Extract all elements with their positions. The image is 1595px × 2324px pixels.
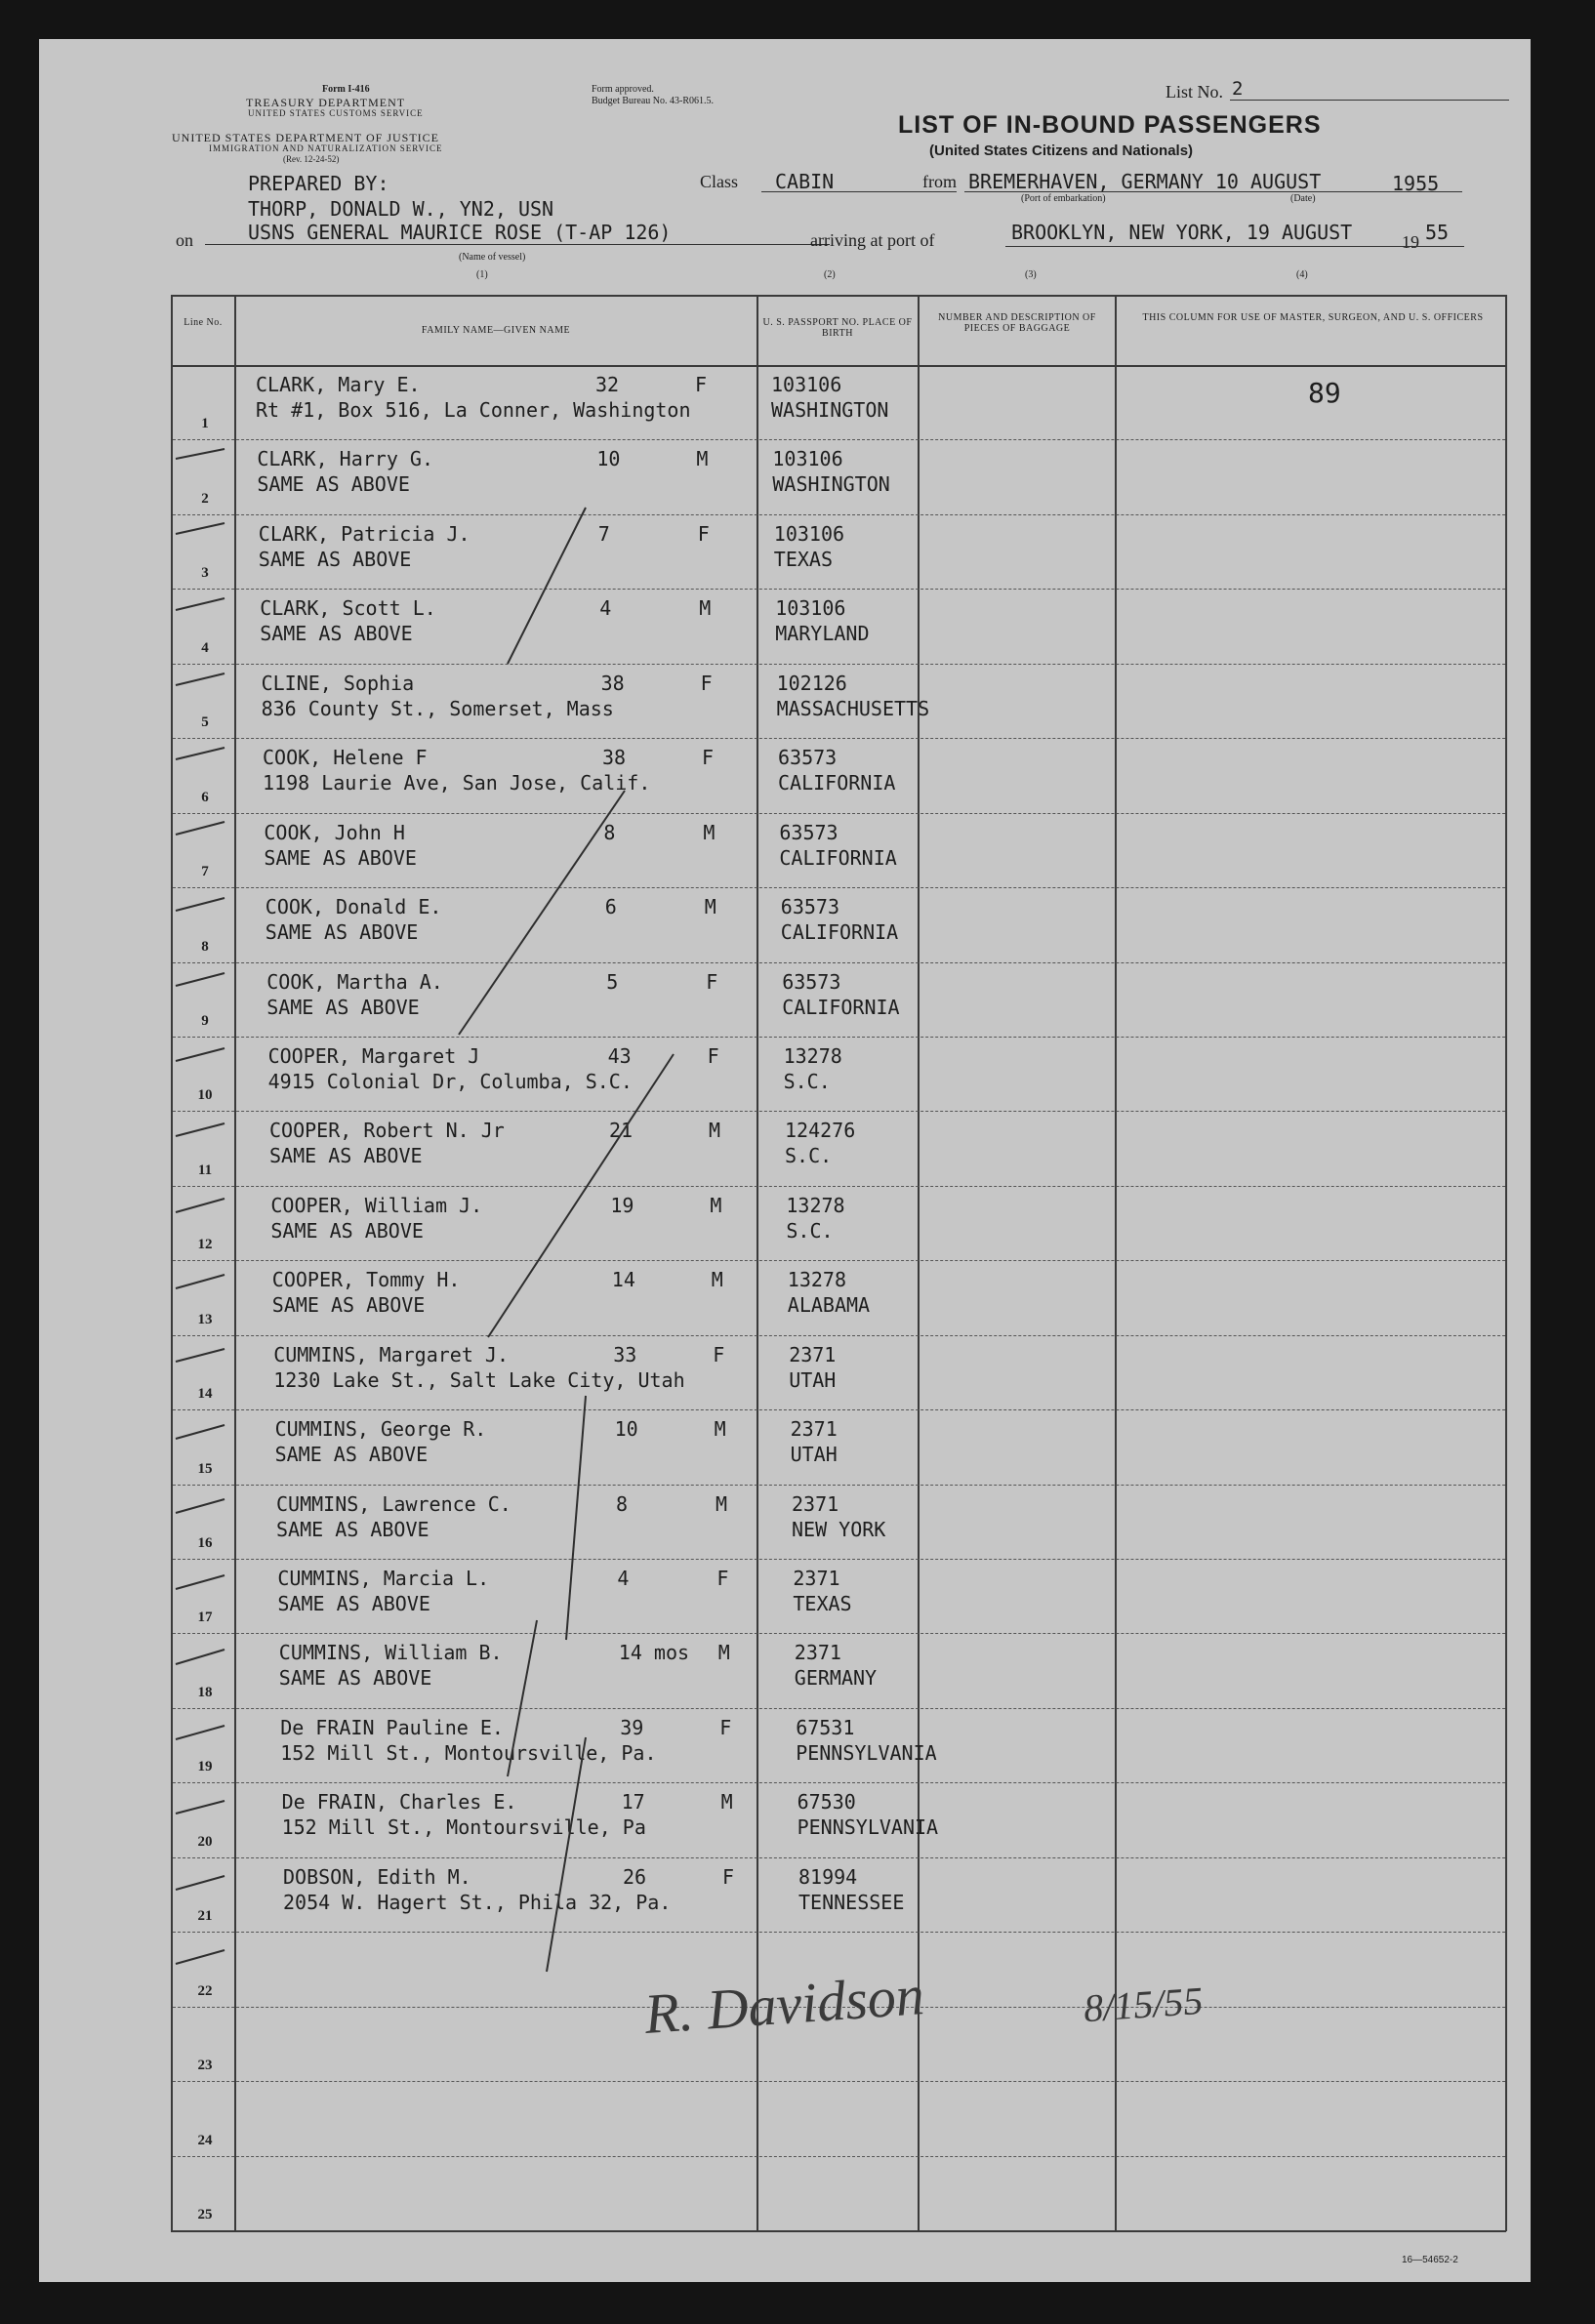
passport-number: 2371	[792, 1491, 839, 1516]
passenger-name: CUMMINS, George R.	[274, 1417, 487, 1442]
birthplace: NEW YORK	[792, 1517, 886, 1541]
birthplace: TEXAS	[793, 1592, 852, 1616]
passport-number: 103106	[775, 596, 846, 621]
line-number: 6	[201, 789, 209, 805]
birthplace: PENNSYLVANIA	[797, 1815, 939, 1840]
passenger-name: De FRAIN, Charles E.	[281, 1790, 517, 1814]
col-number-4: (4)	[1296, 269, 1308, 280]
birthplace: CALIFORNIA	[778, 771, 896, 795]
tally-mark: 89	[1308, 377, 1341, 409]
date-caption: (Date)	[1290, 193, 1316, 204]
passenger-sex: M	[709, 1119, 721, 1143]
passport-number: 67530	[797, 1790, 856, 1814]
passenger-age: 26	[623, 1864, 647, 1889]
birthplace: CALIFORNIA	[782, 995, 900, 1019]
passenger-address: SAME AS ABOVE	[271, 1293, 426, 1318]
passenger-sex: M	[720, 1790, 733, 1814]
passenger-sex: M	[717, 1641, 730, 1665]
col-number-3: (3)	[1025, 269, 1037, 280]
line-number: 5	[201, 714, 209, 731]
passenger-sex: F	[706, 969, 718, 994]
passenger-sex: F	[695, 373, 708, 396]
ins-service: IMMIGRATION AND NATURALIZATION SERVICE	[209, 143, 443, 153]
signature: R. Davidson	[642, 1963, 926, 2046]
passenger-address: SAME AS ABOVE	[274, 1443, 429, 1467]
passenger-address: SAME AS ABOVE	[269, 1144, 423, 1168]
passenger-address: 1198 Laurie Ave, San Jose, Calif.	[263, 771, 651, 795]
line-number: 4	[201, 639, 209, 656]
passenger-address: 152 Mill St., Montoursville, Pa.	[280, 1740, 657, 1765]
passenger-sex: M	[711, 1268, 723, 1292]
passenger-sex: M	[699, 596, 712, 621]
passenger-address: 152 Mill St., Montoursville, Pa	[281, 1815, 646, 1840]
embarkation: BREMERHAVEN, GERMANY 10 AUGUST	[968, 170, 1322, 193]
passenger-sex: M	[714, 1417, 726, 1442]
header-baggage: NUMBER AND DESCRIPTION OF PIECES OF BAGGAGE	[938, 312, 1096, 334]
line-number: 10	[197, 1087, 213, 1104]
passenger-age: 10	[614, 1417, 638, 1442]
passenger-age: 14	[611, 1268, 635, 1292]
passenger-sex: M	[696, 447, 709, 471]
passenger-age: 33	[613, 1342, 637, 1366]
passport-number: 63573	[780, 895, 840, 919]
class-value: CABIN	[775, 170, 835, 193]
passenger-address: SAME AS ABOVE	[266, 995, 420, 1019]
passport-number: 103106	[773, 521, 845, 546]
passport-number: 103106	[771, 373, 842, 396]
passenger-age: 32	[595, 373, 620, 396]
line-number: 25	[197, 2207, 213, 2222]
passport-number: 13278	[787, 1268, 847, 1292]
line-number: 14	[197, 1386, 213, 1403]
passport-number: 2371	[790, 1417, 838, 1442]
passport-number: 2371	[789, 1342, 837, 1366]
on-label: on	[176, 230, 193, 250]
col-number-1: (1)	[476, 269, 488, 280]
passenger-sex: F	[719, 1715, 732, 1739]
passenger-name: COOPER, William J.	[270, 1193, 483, 1217]
line-number: 8	[201, 938, 209, 955]
birthplace: PENNSYLVANIA	[796, 1740, 937, 1765]
passenger-age: 38	[602, 746, 627, 770]
passenger-address: SAME AS ABOVE	[278, 1666, 432, 1691]
treasury-dept: TREASURY DEPARTMENT	[246, 96, 406, 109]
passenger-age: 4	[617, 1567, 630, 1591]
passenger-address: Rt #1, Box 516, La Conner, Washington	[256, 398, 691, 422]
passenger-address: SAME AS ABOVE	[258, 547, 412, 571]
port-caption: (Port of embarkation)	[1021, 193, 1106, 204]
passenger-name: CLINE, Sophia	[261, 671, 415, 695]
line-number: 2	[201, 490, 209, 507]
passport-number: 81994	[798, 1864, 858, 1889]
vessel-caption: (Name of vessel)	[459, 252, 526, 263]
passenger-sex: M	[704, 895, 716, 919]
col-number-2: (2)	[824, 269, 836, 280]
passenger-name: CLARK, Patricia J.	[258, 521, 470, 546]
passenger-sex: F	[702, 746, 715, 770]
class-label: Class	[700, 172, 739, 191]
line-number: 11	[197, 1162, 213, 1178]
passenger-address: SAME AS ABOVE	[264, 845, 417, 870]
passenger-address: SAME AS ABOVE	[257, 472, 410, 497]
line-number: 7	[201, 864, 209, 880]
line-number: 24	[197, 2132, 213, 2148]
passenger-name: CUMMINS, Margaret J.	[273, 1342, 510, 1366]
header-officers: THIS COLUMN FOR USE OF MASTER, SURGEON, AND U. S. OFFICERS	[1142, 312, 1484, 323]
passenger-age: 14 mos	[618, 1641, 690, 1665]
line-number: 23	[197, 2058, 213, 2074]
check-marks	[39, 39, 1531, 2282]
embark-year: 1955	[1392, 172, 1440, 195]
prepared-by: THORP, DONALD W., YN2, USN	[248, 197, 554, 221]
passenger-name: COOPER, Margaret J	[267, 1043, 480, 1068]
passenger-address: 836 County St., Somerset, Mass	[261, 696, 614, 720]
line-number: 20	[197, 1833, 213, 1850]
passenger-sex: F	[697, 521, 710, 546]
year-prefix: 19	[1402, 232, 1419, 252]
footer-code: 16—54652-2	[1402, 2255, 1458, 2265]
passenger-age: 38	[600, 671, 625, 695]
passenger-address: SAME AS ABOVE	[277, 1592, 430, 1616]
passenger-age: 43	[607, 1043, 632, 1068]
vessel-name: USNS GENERAL MAURICE ROSE (T-AP 126)	[248, 221, 672, 244]
budget-bureau: Budget Bureau No. 43-R061.5.	[592, 96, 714, 106]
passenger-address: 2054 W. Hagert St., Phila 32, Pa.	[283, 1890, 672, 1914]
line-number: 18	[197, 1684, 213, 1700]
line-number: 19	[197, 1759, 213, 1775]
passport-number: 102126	[776, 671, 847, 695]
passenger-address: SAME AS ABOVE	[270, 1218, 424, 1243]
passenger-age: 4	[599, 596, 612, 621]
passenger-age: 19	[610, 1193, 634, 1217]
passenger-name: CUMMINS, Marcia L.	[277, 1567, 490, 1591]
passport-number: 2371	[794, 1641, 841, 1665]
form-revision: (Rev. 12-24-52)	[283, 154, 340, 164]
birthplace: TEXAS	[773, 547, 834, 571]
passenger-name: CUMMINS, Lawrence C.	[276, 1491, 511, 1516]
passenger-address: 1230 Lake St., Salt Lake City, Utah	[273, 1367, 685, 1392]
line-number: 17	[197, 1610, 213, 1626]
passenger-sex: F	[716, 1567, 729, 1591]
header-line-no: Line No.	[184, 317, 223, 328]
passenger-name: COOPER, Robert N. Jr	[269, 1119, 505, 1143]
birthplace: MARYLAND	[775, 622, 870, 646]
passenger-name: De FRAIN Pauline E.	[280, 1715, 504, 1739]
line-number: 12	[197, 1237, 213, 1253]
prepared-label: PREPARED BY:	[248, 172, 389, 195]
passenger-name: COOK, Martha A.	[266, 969, 443, 994]
page-subtitle: (United States Citizens and Nationals)	[929, 143, 1194, 159]
birthplace: S.C.	[786, 1218, 834, 1243]
line-number: 9	[201, 1012, 209, 1029]
header-passport: U. S. PASSPORT NO. PLACE OF BIRTH	[762, 317, 913, 339]
passport-number: 63573	[779, 820, 838, 844]
line-number: 21	[197, 1908, 213, 1925]
passenger-name: CLARK, Harry G.	[257, 447, 434, 471]
birthplace: S.C.	[785, 1144, 833, 1168]
passenger-name: CLARK, Mary E.	[256, 373, 421, 396]
birthplace: MASSACHUSETTS	[776, 696, 930, 720]
signature-note: 8/15/55	[1082, 1977, 1205, 2031]
passenger-age: 8	[616, 1491, 629, 1516]
passenger-address: SAME AS ABOVE	[265, 920, 419, 945]
line-number: 1	[201, 416, 209, 432]
passport-number: 124276	[785, 1119, 856, 1143]
arriving-label: arriving at port of	[810, 230, 935, 250]
passenger-sex: F	[722, 1864, 735, 1889]
passport-number: 2371	[793, 1567, 840, 1591]
passenger-sex: F	[713, 1342, 725, 1366]
line-number: 15	[197, 1460, 213, 1477]
birthplace: CALIFORNIA	[779, 845, 897, 870]
birthplace: TENNESSEE	[798, 1890, 905, 1914]
birthplace: UTAH	[789, 1367, 837, 1392]
passport-number: 67531	[796, 1715, 855, 1739]
passenger-name: DOBSON, Edith M.	[283, 1864, 471, 1889]
passenger-age: 7	[597, 521, 610, 546]
manifest-page	[39, 39, 1531, 2282]
passenger-age: 10	[596, 447, 621, 471]
passenger-name: COOPER, Tommy H.	[271, 1268, 461, 1292]
birthplace: WASHINGTON	[771, 398, 889, 422]
customs-service: UNITED STATES CUSTOMS SERVICE	[248, 108, 424, 118]
passenger-name: COOK, John H	[264, 820, 405, 844]
passenger-age: 8	[603, 820, 616, 844]
birthplace: CALIFORNIA	[780, 920, 899, 945]
passport-number: 63573	[778, 746, 838, 770]
passport-number: 103106	[772, 447, 843, 471]
passenger-age: 39	[620, 1715, 644, 1739]
passenger-sex: F	[707, 1043, 719, 1068]
passenger-name: COOK, Helene F	[263, 746, 428, 770]
line-number: 16	[197, 1535, 213, 1552]
passenger-age: 6	[604, 895, 617, 919]
list-number-label: List No.	[1166, 82, 1224, 102]
line-number: 22	[197, 1982, 213, 1999]
passenger-sex: F	[700, 671, 713, 695]
birthplace: WASHINGTON	[772, 472, 890, 497]
birthplace: ALABAMA	[787, 1293, 871, 1318]
passenger-name: CUMMINS, William B.	[278, 1641, 503, 1665]
birthplace: UTAH	[790, 1443, 838, 1467]
passenger-age: 21	[609, 1119, 634, 1143]
birthplace: S.C.	[783, 1069, 831, 1093]
line-number: 3	[201, 565, 209, 582]
form-number: Form I-416	[322, 84, 370, 95]
passenger-sex: M	[703, 820, 716, 844]
page-title: LIST OF IN-BOUND PASSENGERS	[898, 111, 1322, 139]
list-number: 2	[1232, 78, 1244, 100]
from-label: from	[922, 172, 957, 191]
passenger-age: 17	[621, 1790, 645, 1814]
line-number: 13	[197, 1311, 213, 1327]
passenger-address: SAME AS ABOVE	[276, 1517, 429, 1541]
passenger-name: COOK, Donald E.	[265, 895, 442, 919]
passenger-address: 4915 Colonial Dr, Columba, S.C.	[267, 1069, 633, 1093]
passenger-address: SAME AS ABOVE	[260, 622, 413, 646]
arrival-port: BROOKLYN, NEW YORK, 19 AUGUST	[1011, 221, 1353, 244]
birthplace: GERMANY	[794, 1666, 878, 1691]
passenger-name: CLARK, Scott L.	[260, 596, 436, 621]
passenger-age: 5	[606, 969, 619, 994]
header-name: FAMILY NAME—GIVEN NAME	[421, 325, 571, 336]
passenger-sex: M	[716, 1491, 728, 1516]
passport-number: 13278	[783, 1043, 842, 1068]
arrival-year: 55	[1425, 221, 1450, 244]
passenger-sex: M	[710, 1193, 722, 1217]
justice-dept: UNITED STATES DEPARTMENT OF JUSTICE	[172, 131, 440, 144]
passport-number: 63573	[782, 969, 841, 994]
form-approved: Form approved.	[592, 84, 654, 95]
passport-number: 13278	[786, 1193, 845, 1217]
